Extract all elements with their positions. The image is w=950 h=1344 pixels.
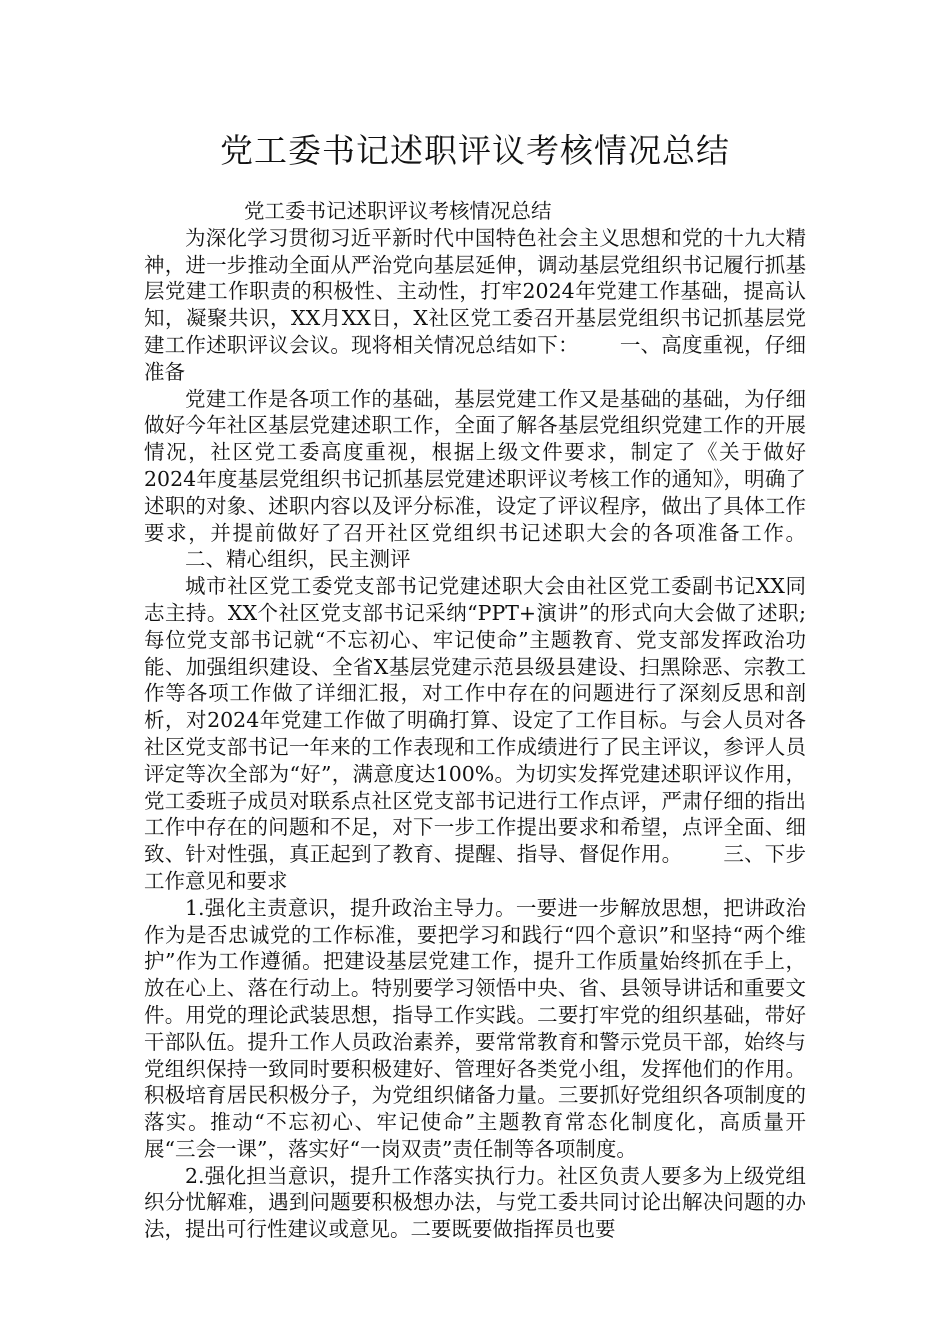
section-heading-3: 三、下步工作意见和要求 bbox=[144, 842, 807, 893]
section-1-paragraph bbox=[144, 386, 806, 574]
document-body bbox=[144, 198, 806, 1243]
intro-text: 为深化学习贯彻习近平新时代中国特色社会主义思想和党的十九大精神，进一步推动全面从严治党向基层延伸，调动基层党组织书记履行抓基层党建工作职责的积极性、主动性，打牢2024年党建工作基础，提高认知，凝聚共识，XX月XX日，X社区党工委召开基层党组织书记抓基层党建工作述职评议会议。现将相关情况总结如下： bbox=[144, 225, 806, 357]
item-2-paragraph: 2.强化担当意识，提升工作落实执行力。社区负责人要多为上级党组织分忧解难，遇到问题要积极想办法，与党工委共同讨论出解决问题的办法，提出可行性建议或意见。二要既要做指挥员也要 bbox=[144, 1163, 806, 1242]
intro-paragraph bbox=[144, 225, 806, 386]
section-2-text: 城市社区党工委党支部书记党建述职大会由社区党工委副书记XX同志主持。XX个社区党支部书记采纳“PPT+演讲”的形式向大会做了述职;每位党支部书记就“不忘初心、牢记使命”主题教育、党支部发挥政治功能、加强组织建设、全省X基层党建示范县级县建设、扫黑除恶、宗教工作等各项工作做了详细汇报，对工作中存在的问题进行了深刻反思和剖析，对2024年党建工作做了明确打算、设定了工作目标。与会人员对各社区党支部书记一年来的工作表现和工作成绩进行了民主评议，参评人员评定等次全部为“好”，满意度达100%。为切实发挥党建述职评议作用，党工委班子成员对联系点社区党支部书记进行工作点评，严肃仔细的指出工作中存在的问题和不足，对下一步工作提出要求和希望，点评全面、细致、针对性强，真正起到了教育、提醒、指导、督促作用。 bbox=[144, 574, 806, 867]
document-subtitle: 党工委书记述职评议考核情况总结 bbox=[244, 199, 552, 223]
section-2-paragraph bbox=[144, 573, 806, 895]
document-title: 党工委书记述职评议考核情况总结 bbox=[220, 131, 730, 170]
section-heading-1: 一、高度重视，仔细准备 bbox=[144, 332, 806, 384]
section-1-text: 党建工作是各项工作的基础，基层党建工作又是基础的基础，为仔细做好今年社区基层党建述职工作，全面了解各基层党组织党建工作的开展情况，社区党工委高度重视，根据上级文件要求，制定了《关于做好2024年度基层党组织书记抓基层党建述职评议考核工作的通知》，明确了述职的对象、述职内容以及评分标准，设定了评议程序，做出了具体工作要求，并提前做好了召开社区党组织书记述职大会的各项准备工作。 bbox=[144, 386, 806, 545]
item-1-paragraph: 1.强化主责意识，提升政治主导力。一要进一步解放思想，把讲政治作为是否忠诚党的工作标准，要把学习和践行“四个意识”和坚持“两个维护”作为工作遵循。把建设基层党建工作，提升工作质量始终抓在手上，放在心上、落在行动上。特别要学习领悟中央、省、县领导讲话和重要文件。用党的理论武装思想，指导工作实践。二要打牢党的组织基础，带好干部队伍。提升工作人员政治素养，要常常教育和警示党员干部，始终与党组织保持一致同时要积极建好、管理好各类党小组，发挥他们的作用。积极培育居民积极分子，为党组织储备力量。三要抓好党组织各项制度的落实。推动“不忘初心、牢记使命”主题教育常态化制度化，高质量开展“三会一课”，落实好“一岗双责”责任制等各项制度。 bbox=[144, 895, 806, 1161]
section-heading-2: 二、精心组织，民主测评 bbox=[185, 547, 411, 572]
